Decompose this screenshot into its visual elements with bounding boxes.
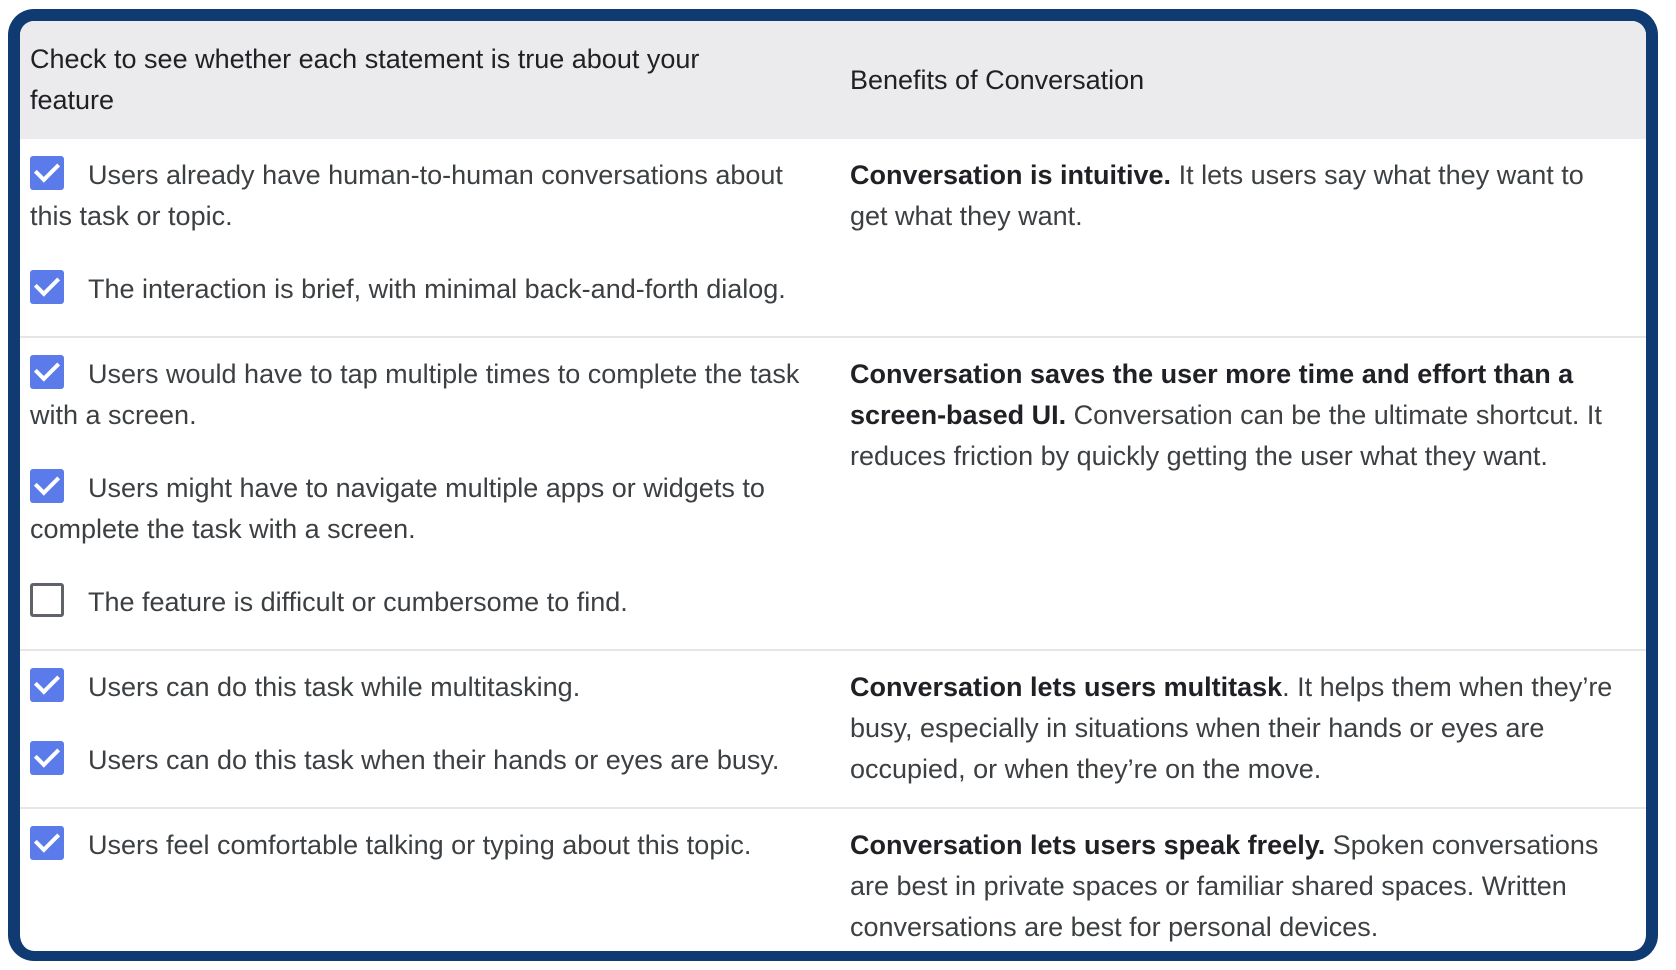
checkbox[interactable]: [30, 826, 64, 860]
checklist-item[interactable]: [30, 667, 830, 708]
checkbox[interactable]: [30, 156, 64, 190]
benefit-cell: [850, 650, 1646, 808]
statements-cell: [20, 650, 850, 808]
benefit-heading: Conversation saves the user more time and effort than a screen-based UI.: [850, 359, 1574, 430]
checklist-item[interactable]: [30, 155, 830, 237]
benefit-cell: [850, 337, 1646, 650]
checklist-item-label: The interaction is brief, with minimal back-and-forth dialog.: [88, 274, 786, 304]
benefit-description: It lets users say what they want to get what they want.: [850, 160, 1584, 231]
checklist-item[interactable]: [30, 354, 830, 436]
checkbox[interactable]: [30, 668, 64, 702]
benefit-cell: [850, 808, 1646, 958]
checkbox[interactable]: [30, 741, 64, 775]
checklist-item[interactable]: [30, 740, 830, 781]
checklist-item[interactable]: [30, 468, 830, 550]
benefit-heading: Conversation is intuitive.: [850, 160, 1172, 190]
benefit-heading: Conversation lets users multitask: [850, 672, 1283, 702]
checklist-table: [20, 21, 1646, 958]
checklist-item-label: Users might have to navigate multiple apps or widgets to complete the task with a screen.: [30, 473, 765, 544]
checklist-item-label: Users already have human-to-human conversations about this task or topic.: [30, 160, 783, 231]
checklist-table-frame: [8, 9, 1658, 961]
checklist-item-label: Users can do this task while multitasking.: [88, 672, 581, 702]
table-row: [20, 139, 1646, 337]
statements-cell: [20, 808, 850, 958]
statements-cell: [20, 139, 850, 337]
benefit-cell: [850, 139, 1646, 337]
header-statements: Check to see whether each statement is true about your feature: [20, 21, 850, 139]
statements-cell: [20, 337, 850, 650]
checklist-item-label: Users would have to tap multiple times to complete the task with a screen.: [30, 359, 800, 430]
checkbox[interactable]: [30, 270, 64, 304]
checkbox[interactable]: [30, 583, 64, 617]
table-row: [20, 337, 1646, 650]
checklist-item[interactable]: [30, 269, 830, 310]
benefit-heading: Conversation lets users speak freely.: [850, 830, 1326, 860]
checklist-item[interactable]: [30, 582, 830, 623]
checklist-item-label: Users can do this task when their hands or eyes are busy.: [88, 745, 780, 775]
checklist-item-label: Users feel comfortable talking or typing about this topic.: [88, 830, 752, 860]
table-row: [20, 650, 1646, 808]
checklist-item-label: The feature is difficult or cumbersome to find.: [88, 587, 628, 617]
benefit-description: Conversation can be the ultimate shortcut. It reduces friction by quickly getting the user what they want.: [850, 400, 1602, 471]
table-header-row: [20, 21, 1646, 139]
table-row: [20, 808, 1646, 958]
checklist-item[interactable]: [30, 825, 830, 866]
benefit-description: . It helps them when they’re busy, especially in situations when their hands or eyes are occupied, or when they’re on the move.: [850, 672, 1613, 784]
checkbox[interactable]: [30, 355, 64, 389]
checkbox[interactable]: [30, 469, 64, 503]
header-benefits: Benefits of Conversation: [850, 21, 1646, 139]
benefit-description: Spoken conversations are best in private spaces or familiar shared spaces. Written conversations are best for personal devices.: [850, 830, 1599, 942]
